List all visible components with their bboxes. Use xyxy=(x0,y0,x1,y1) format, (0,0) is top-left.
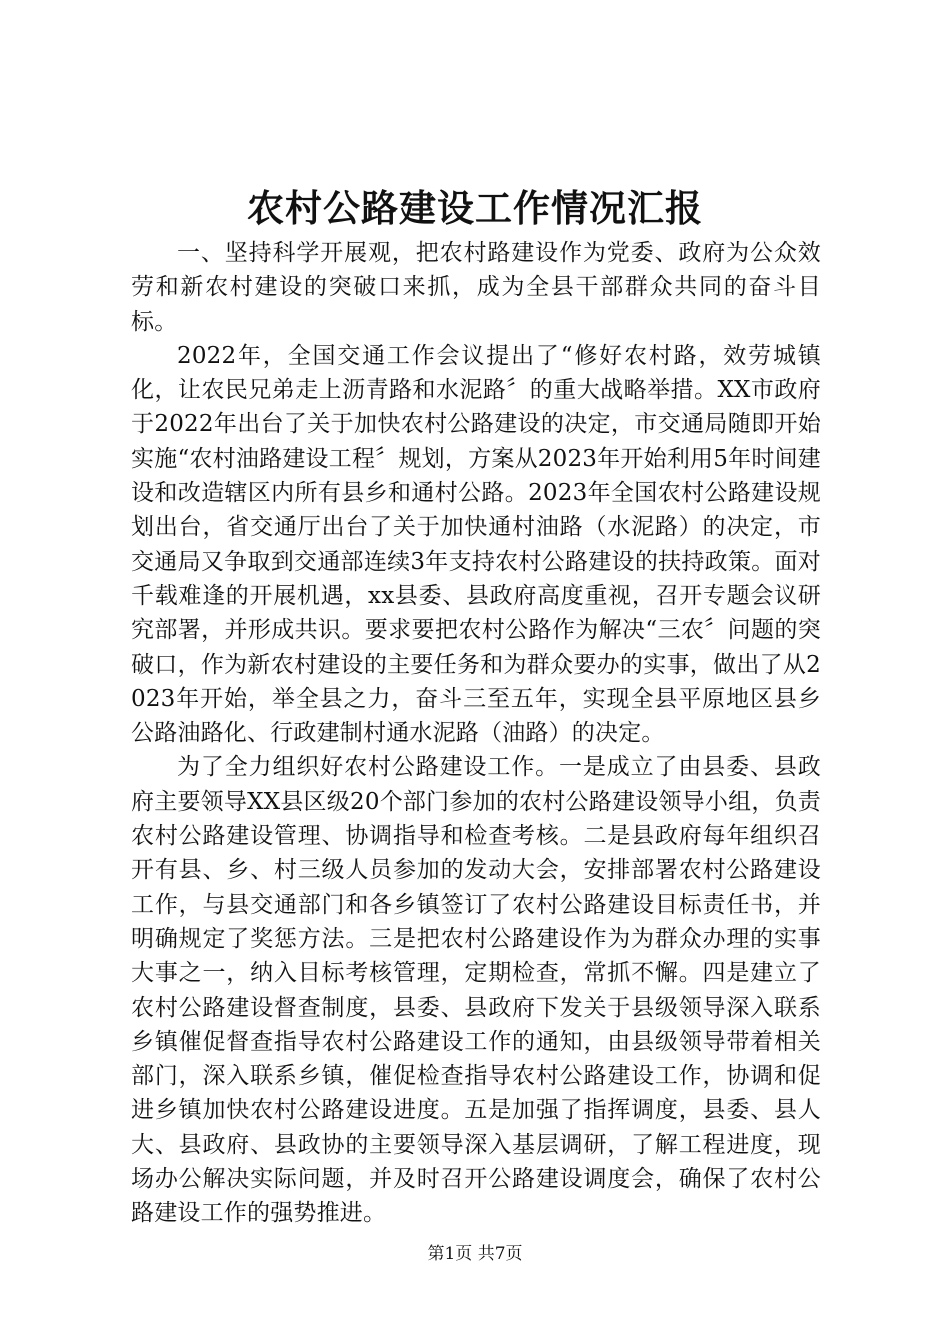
document-title: 农村公路建设工作情况汇报 xyxy=(247,186,703,230)
paragraph-2: 2022年，全国交通工作会议提出了“修好农村路，效劳城镇化，让农民兄弟走上沥青路和水泥路〞的重大战略举措。XX市政府于2022年出台了关于加快农村公路建设的决定，市交通局随即开始实施“农村油路建设工程〞规划，方案从2023年开始利用5年时间建设和改造辖区内所有县乡和通村公路。2023年全国农村公路建设规划出台，省交通厅出台了关于加快通村油路（水泥路）的决定，市交通局又争取到交通部连续3年支持农村公路建设的扶持政策。面对千载难逢的开展机遇，xx县委、县政府高度重视，召开专题会议研究部署，并形成共识。要求要把农村公路作为解决“三农〞问题的突破口，作为新农村建设的主要任务和为群众要办的实事，做出了从2023年开始，举全县之力，奋斗三至五年，实现全县平原地区县乡公路油路化、行政建制村通水泥路（油路）的决定。 xyxy=(131,342,821,747)
document-body xyxy=(131,236,821,1231)
paragraph-1: 一、坚持科学开展观，把农村路建设作为党委、政府为公众效劳和新农村建设的突破口来抓，成为全县干部群众共同的奋斗目标。 xyxy=(131,240,821,335)
paragraph-3: 为了全力组织好农村公路建设工作。一是成立了由县委、县政府主要领导XX县区级20个部门参加的农村公路建设领导小组，负责农村公路建设管理、协调指导和检查考核。二是县政府每年组织召开有县、乡、村三级人员参加的发动大会，安排部署农村公路建设工作，与县交通部门和各乡镇签订了农村公路建设目标责任书，并明确规定了奖惩方法。三是把农村公路建设作为为群众办理的实事大事之一，纳入目标考核管理，定期检查，常抓不懈。四是建立了农村公路建设督查制度，县委、县政府下发关于县级领导深入联系乡镇催促督查指导农村公路建设工作的通知，由县级领导带着相关部门，深入联系乡镇，催促检查指导农村公路建设工作，协调和促进乡镇加快农村公路建设进度。五是加强了指挥调度，县委、县人大、县政府、县政协的主要领导深入基层调研，了解工程进度，现场办公解决实际问题，并及时召开公路建设调度会，确保了农村公路建设工作的强势推进。 xyxy=(131,754,821,1227)
page-number-footer: 第1页 共7页 xyxy=(427,1244,523,1264)
